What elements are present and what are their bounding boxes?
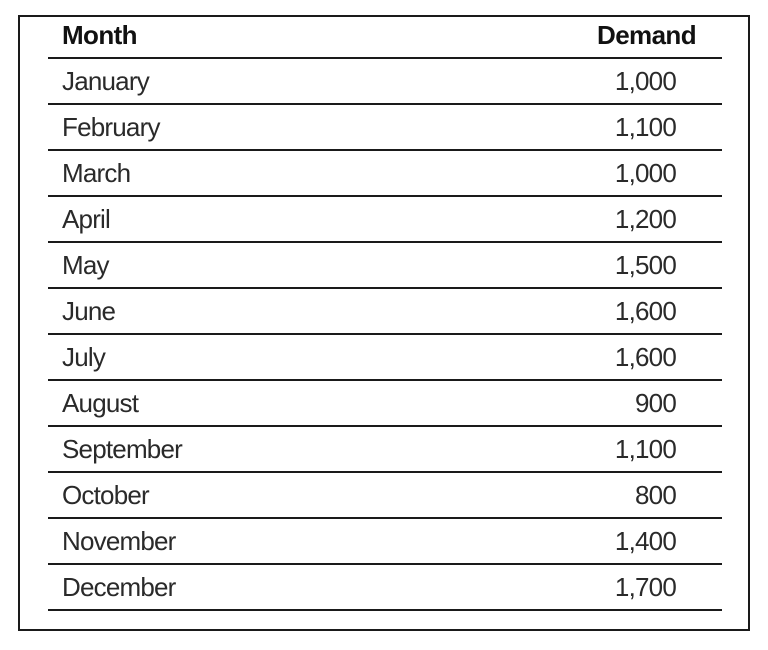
cell-demand: 1,100 [614, 112, 676, 142]
cell-month: February [62, 112, 160, 142]
table-header-row [48, 17, 722, 59]
cell-month: January [62, 66, 149, 96]
table-row [48, 381, 722, 427]
table-row [48, 59, 722, 105]
cell-month: July [62, 342, 106, 372]
cell-month: March [62, 158, 131, 188]
table-row [48, 427, 722, 473]
cell-demand: 1,400 [614, 526, 676, 556]
cell-demand: 800 [635, 480, 676, 510]
cell-month: October [62, 480, 149, 510]
cell-month: May [62, 250, 109, 280]
cell-demand: 900 [635, 388, 676, 418]
table-body [48, 59, 722, 611]
table-row [48, 335, 722, 381]
table-row [48, 151, 722, 197]
header-month: Month [62, 20, 137, 50]
table-row [48, 473, 722, 519]
cell-demand: 1,500 [614, 250, 676, 280]
demand-table [48, 17, 722, 611]
cell-demand: 1,100 [614, 434, 676, 464]
table-frame [18, 15, 750, 631]
cell-month: September [62, 434, 182, 464]
cell-demand: 1,000 [614, 66, 676, 96]
cell-demand: 1,700 [614, 572, 676, 602]
table-row [48, 243, 722, 289]
table-row [48, 197, 722, 243]
cell-month: August [62, 388, 139, 418]
cell-demand: 1,200 [614, 204, 676, 234]
table-row [48, 105, 722, 151]
cell-month: April [62, 204, 111, 234]
cell-demand: 1,600 [614, 342, 676, 372]
cell-demand: 1,000 [614, 158, 676, 188]
header-demand: Demand [597, 20, 696, 50]
table-row [48, 289, 722, 335]
cell-month: June [62, 296, 116, 326]
table-row [48, 519, 722, 565]
cell-month: November [62, 526, 176, 556]
cell-demand: 1,600 [614, 296, 676, 326]
table-row [48, 565, 722, 611]
cell-month: December [62, 572, 176, 602]
